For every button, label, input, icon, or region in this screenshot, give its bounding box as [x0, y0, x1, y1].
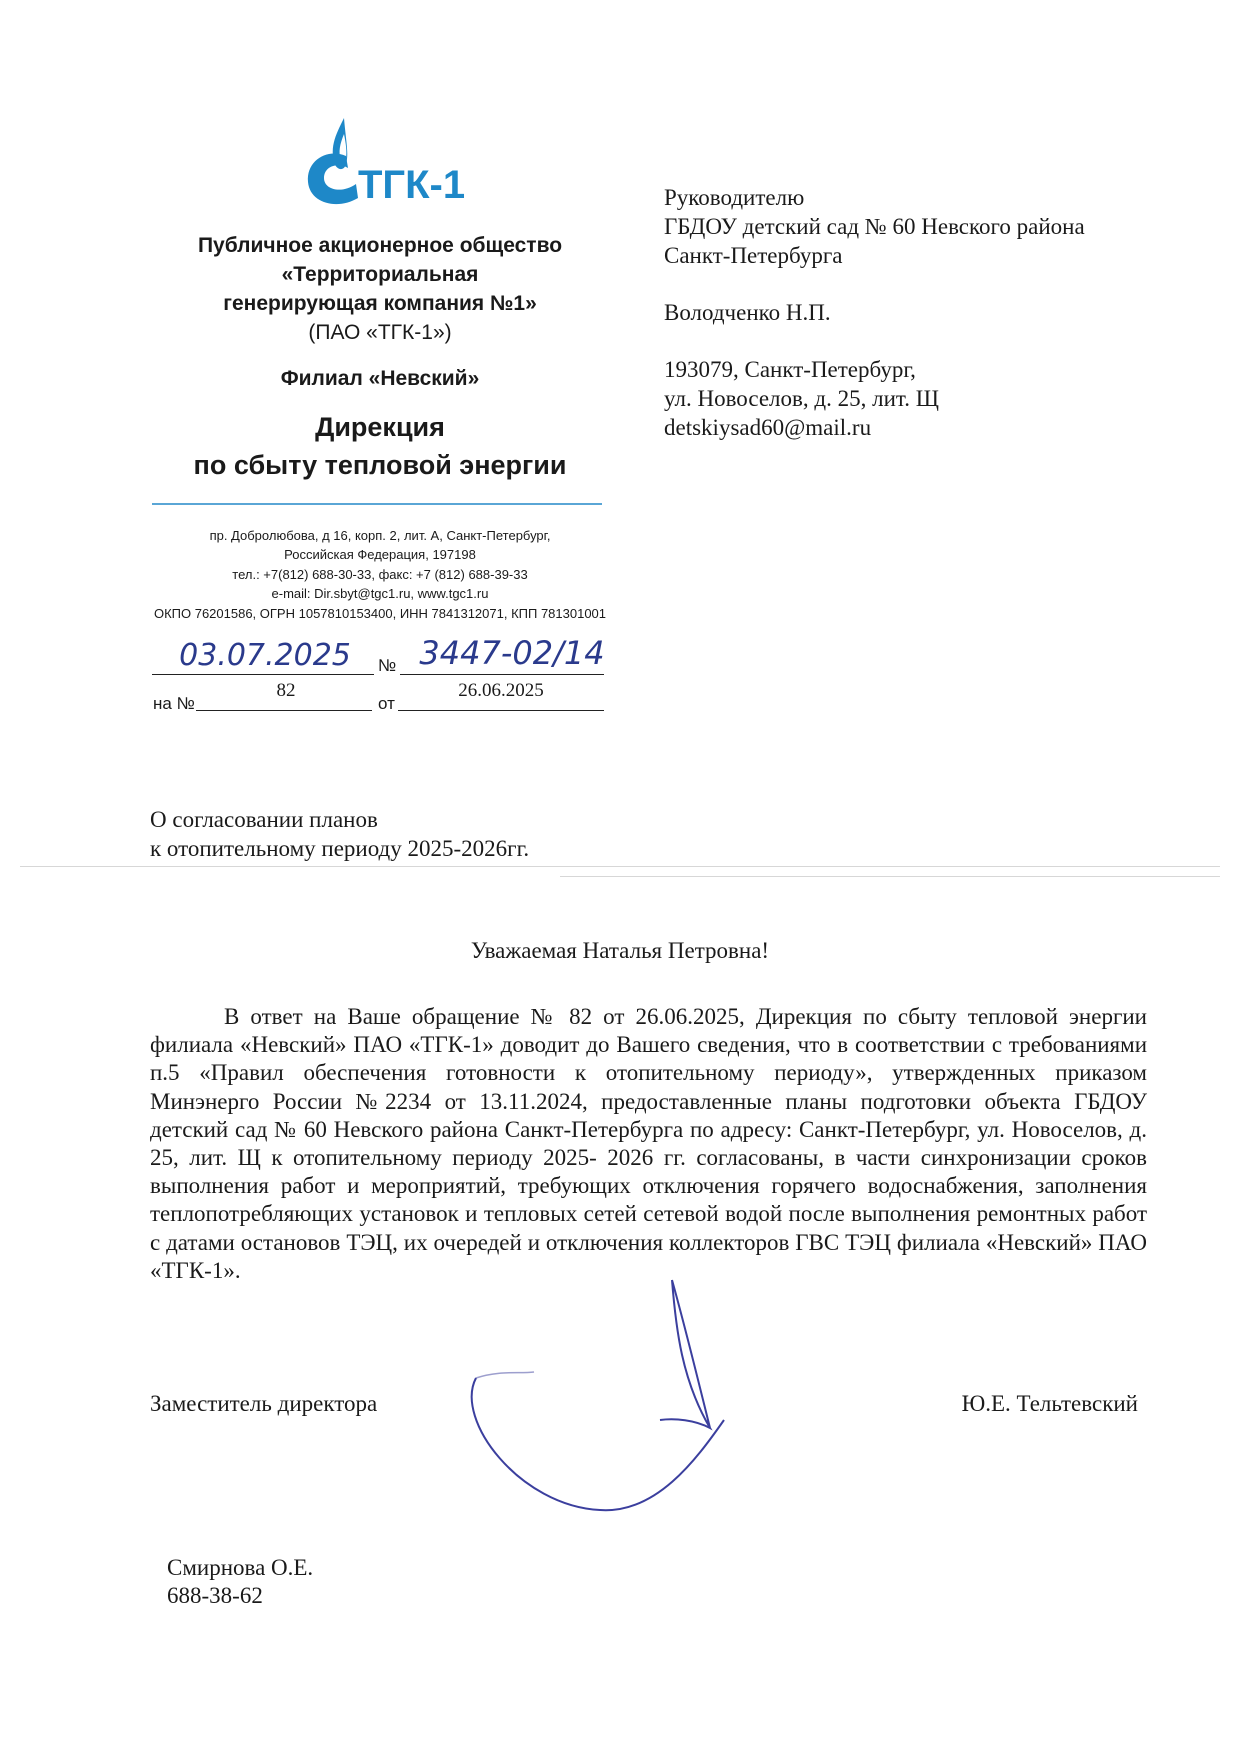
executor-name: Смирнова О.Е. [167, 1555, 314, 1580]
in-reply-number-line [196, 710, 372, 711]
email-web: e-mail: Dir.sbyt@tgc1.ru, www.tgc1.ru [271, 586, 489, 601]
in-reply-date-line [398, 710, 604, 711]
scan-artifact-line [560, 876, 1220, 877]
recipient-email: detskiysad60@mail.ru [664, 415, 872, 440]
recipient-name: Володченко Н.П. [664, 300, 831, 325]
subject-line1: О согласовании планов [150, 807, 378, 832]
in-reply-date: 26.06.2025 [458, 680, 544, 701]
salutation: Уважаемая Наталья Петровна! [470, 938, 770, 963]
company-name-line1: Публичное акционерное общество [197, 234, 563, 257]
recipient-address2: ул. Новоселов, д. 25, лит. Щ [664, 386, 939, 411]
signer-position: Заместитель директора [150, 1391, 378, 1416]
executor-phone: 688-38-62 [167, 1583, 263, 1608]
department-line2: по сбыту тепловой энергии [193, 450, 567, 480]
outgoing-date: 03.07.2025 [179, 638, 351, 673]
company-short-name: (ПАО «ТГК-1») [308, 321, 452, 344]
phones: тел.: +7(812) 688-30-33, факс: +7 (812) 688-39-33 [232, 567, 528, 582]
address-line1: пр. Добролюбова, д 16, корп. 2, лит. А, Санкт-Петербург, [209, 528, 551, 543]
recipient-line2: ГБДОУ детский сад № 60 Невского района [664, 214, 1085, 239]
body-paragraph: В ответ на Ваше обращение № 82 от 26.06.2025, Дирекция по сбыту тепловой энергии филиала «Невский» ПАО «ТГК-1» доводит до Вашего сведения, что в соответствии с требованиями п.5 «Правил обеспечения готовности к отопительному периоду», утвержденных приказом Минэнерго России №2234 от 13.11.2024, предоставленные планы подготовки объекта ГБДОУ детский сад № 60 Невского района Санкт-Петербурга по адресу: Санкт-Петербург, ул. Новоселов, д. 25, лит. Щ к отопительному периоду 2025- 2026 гг. согласованы, в части синхронизации сроков выполнения работ и мероприятий, требующих отключения горячего водоснабжения, заполнения теплопотребляющих установок и тепловых сетей сетевой водой после выполнения ремонтных работ с датами остановов ТЭЦ, их очередей и отключения коллекторов ГВС ТЭЦ филиала «Невский» ПАО «ТГК-1». [150, 1004, 1147, 1283]
outgoing-date-line [152, 674, 374, 675]
handwritten-signature [460, 1270, 740, 1520]
from-label: от [378, 694, 395, 713]
letterhead-divider [152, 503, 602, 505]
department-line1: Дирекция [315, 412, 445, 442]
address-line2: Российская Федерация, 197198 [284, 547, 476, 562]
recipient-line3: Санкт-Петербурга [664, 243, 843, 268]
number-label: № [378, 656, 397, 675]
in-reply-number: 82 [276, 680, 296, 701]
scan-artifact-line [20, 866, 1220, 867]
outgoing-number-line [400, 674, 604, 675]
subject-line2: к отопительному периоду 2025-2026гг. [150, 836, 530, 861]
in-reply-label: на № [153, 694, 195, 713]
company-logo [300, 112, 466, 210]
outgoing-number: 3447-02/14 [419, 634, 605, 672]
branch-name: Филиал «Невский» [280, 367, 480, 390]
company-name-line3: генерирующая компания №1» [223, 292, 537, 315]
recipient-address1: 193079, Санкт-Петербург, [664, 357, 916, 382]
flame-logo-icon [300, 112, 466, 210]
svg-text:ТГК-1: ТГК-1 [358, 163, 466, 207]
registry-codes: ОКПО 76201586, ОГРН 1057810153400, ИНН 7841312071, КПП 781301001 [153, 606, 607, 621]
signer-name: Ю.Е. Тельтевский [961, 1391, 1138, 1416]
recipient-line1: Руководителю [664, 185, 805, 210]
company-name-line2: «Территориальная [281, 263, 479, 286]
